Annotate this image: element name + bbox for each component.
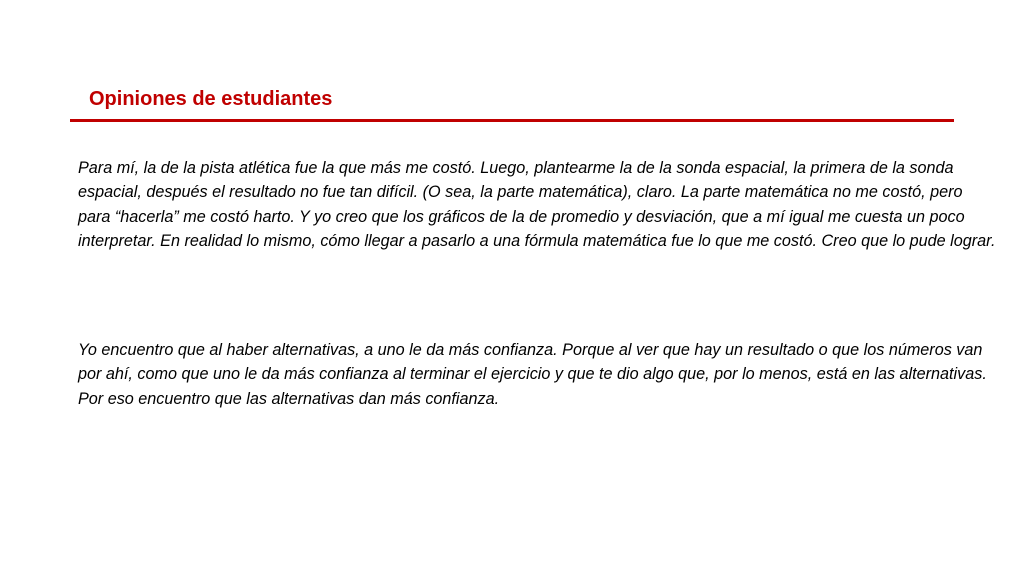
student-quote-1: Para mí, la de la pista atlética fue la que más me costó. Luego, plantearme la de la sonda espacial, la primera de la sonda espacial, después el resultado no fue tan difícil. (O sea, la parte matemática), claro. La parte matemática no me costó, pero para “hacerla” me costó harto. Y yo creo que los gráficos de la de promedio y desviación, que a mí igual me cuesta un poco interpretar. En realidad lo mismo, cómo llegar a pasarlo a una fórmula matemática fue lo que me costó. Creo que lo pude lograr. bbox=[78, 159, 996, 251]
student-quote-2: Yo encuentro que al haber alternativas, a uno le da más confianza. Porque al ver que hay un resultado o que los números van por ahí, como que uno le da más confianza al terminar el ejercicio y que te dio algo que, por lo menos, está en las alternativas. Por eso encuentro que las alternativas dan más confianza. bbox=[78, 341, 987, 408]
title-divider bbox=[70, 119, 954, 122]
slide-title: Opiniones de estudiantes bbox=[89, 88, 333, 110]
